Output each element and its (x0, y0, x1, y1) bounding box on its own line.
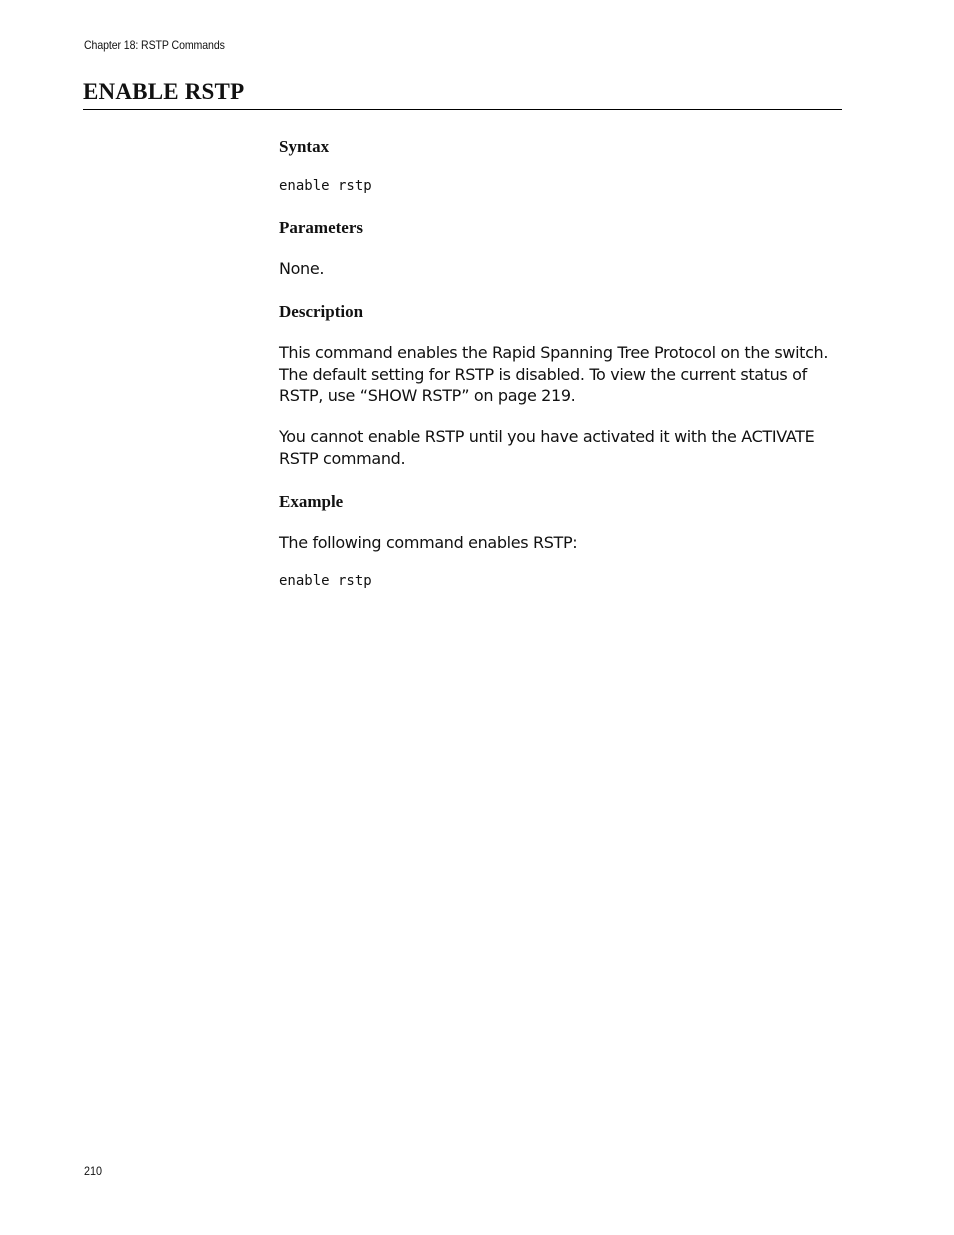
page-title: ENABLE RSTP (83, 79, 245, 104)
example-heading: Example (279, 492, 344, 511)
page-number: 210 (84, 1164, 103, 1178)
example-text: The following command enables RSTP: (279, 533, 578, 552)
title-rule (83, 109, 842, 110)
example-code: enable rstp (279, 573, 372, 589)
parameters-text: None. (279, 259, 325, 278)
description-heading: Description (279, 302, 364, 321)
description-paragraph-1: This command enables the Rapid Spanning Tree Protocol on the switch. The default setting for RSTP is disabled. To view the current status of RSTP, use “SHOW RSTP” on page 219. (279, 343, 829, 405)
syntax-heading: Syntax (279, 137, 330, 156)
parameters-heading: Parameters (279, 218, 364, 237)
description-paragraph-2: You cannot enable RSTP until you have activated it with the ACTIVATE RSTP command. (279, 427, 815, 468)
syntax-code: enable rstp (279, 178, 372, 194)
running-header: Chapter 18: RSTP Commands (84, 38, 225, 52)
